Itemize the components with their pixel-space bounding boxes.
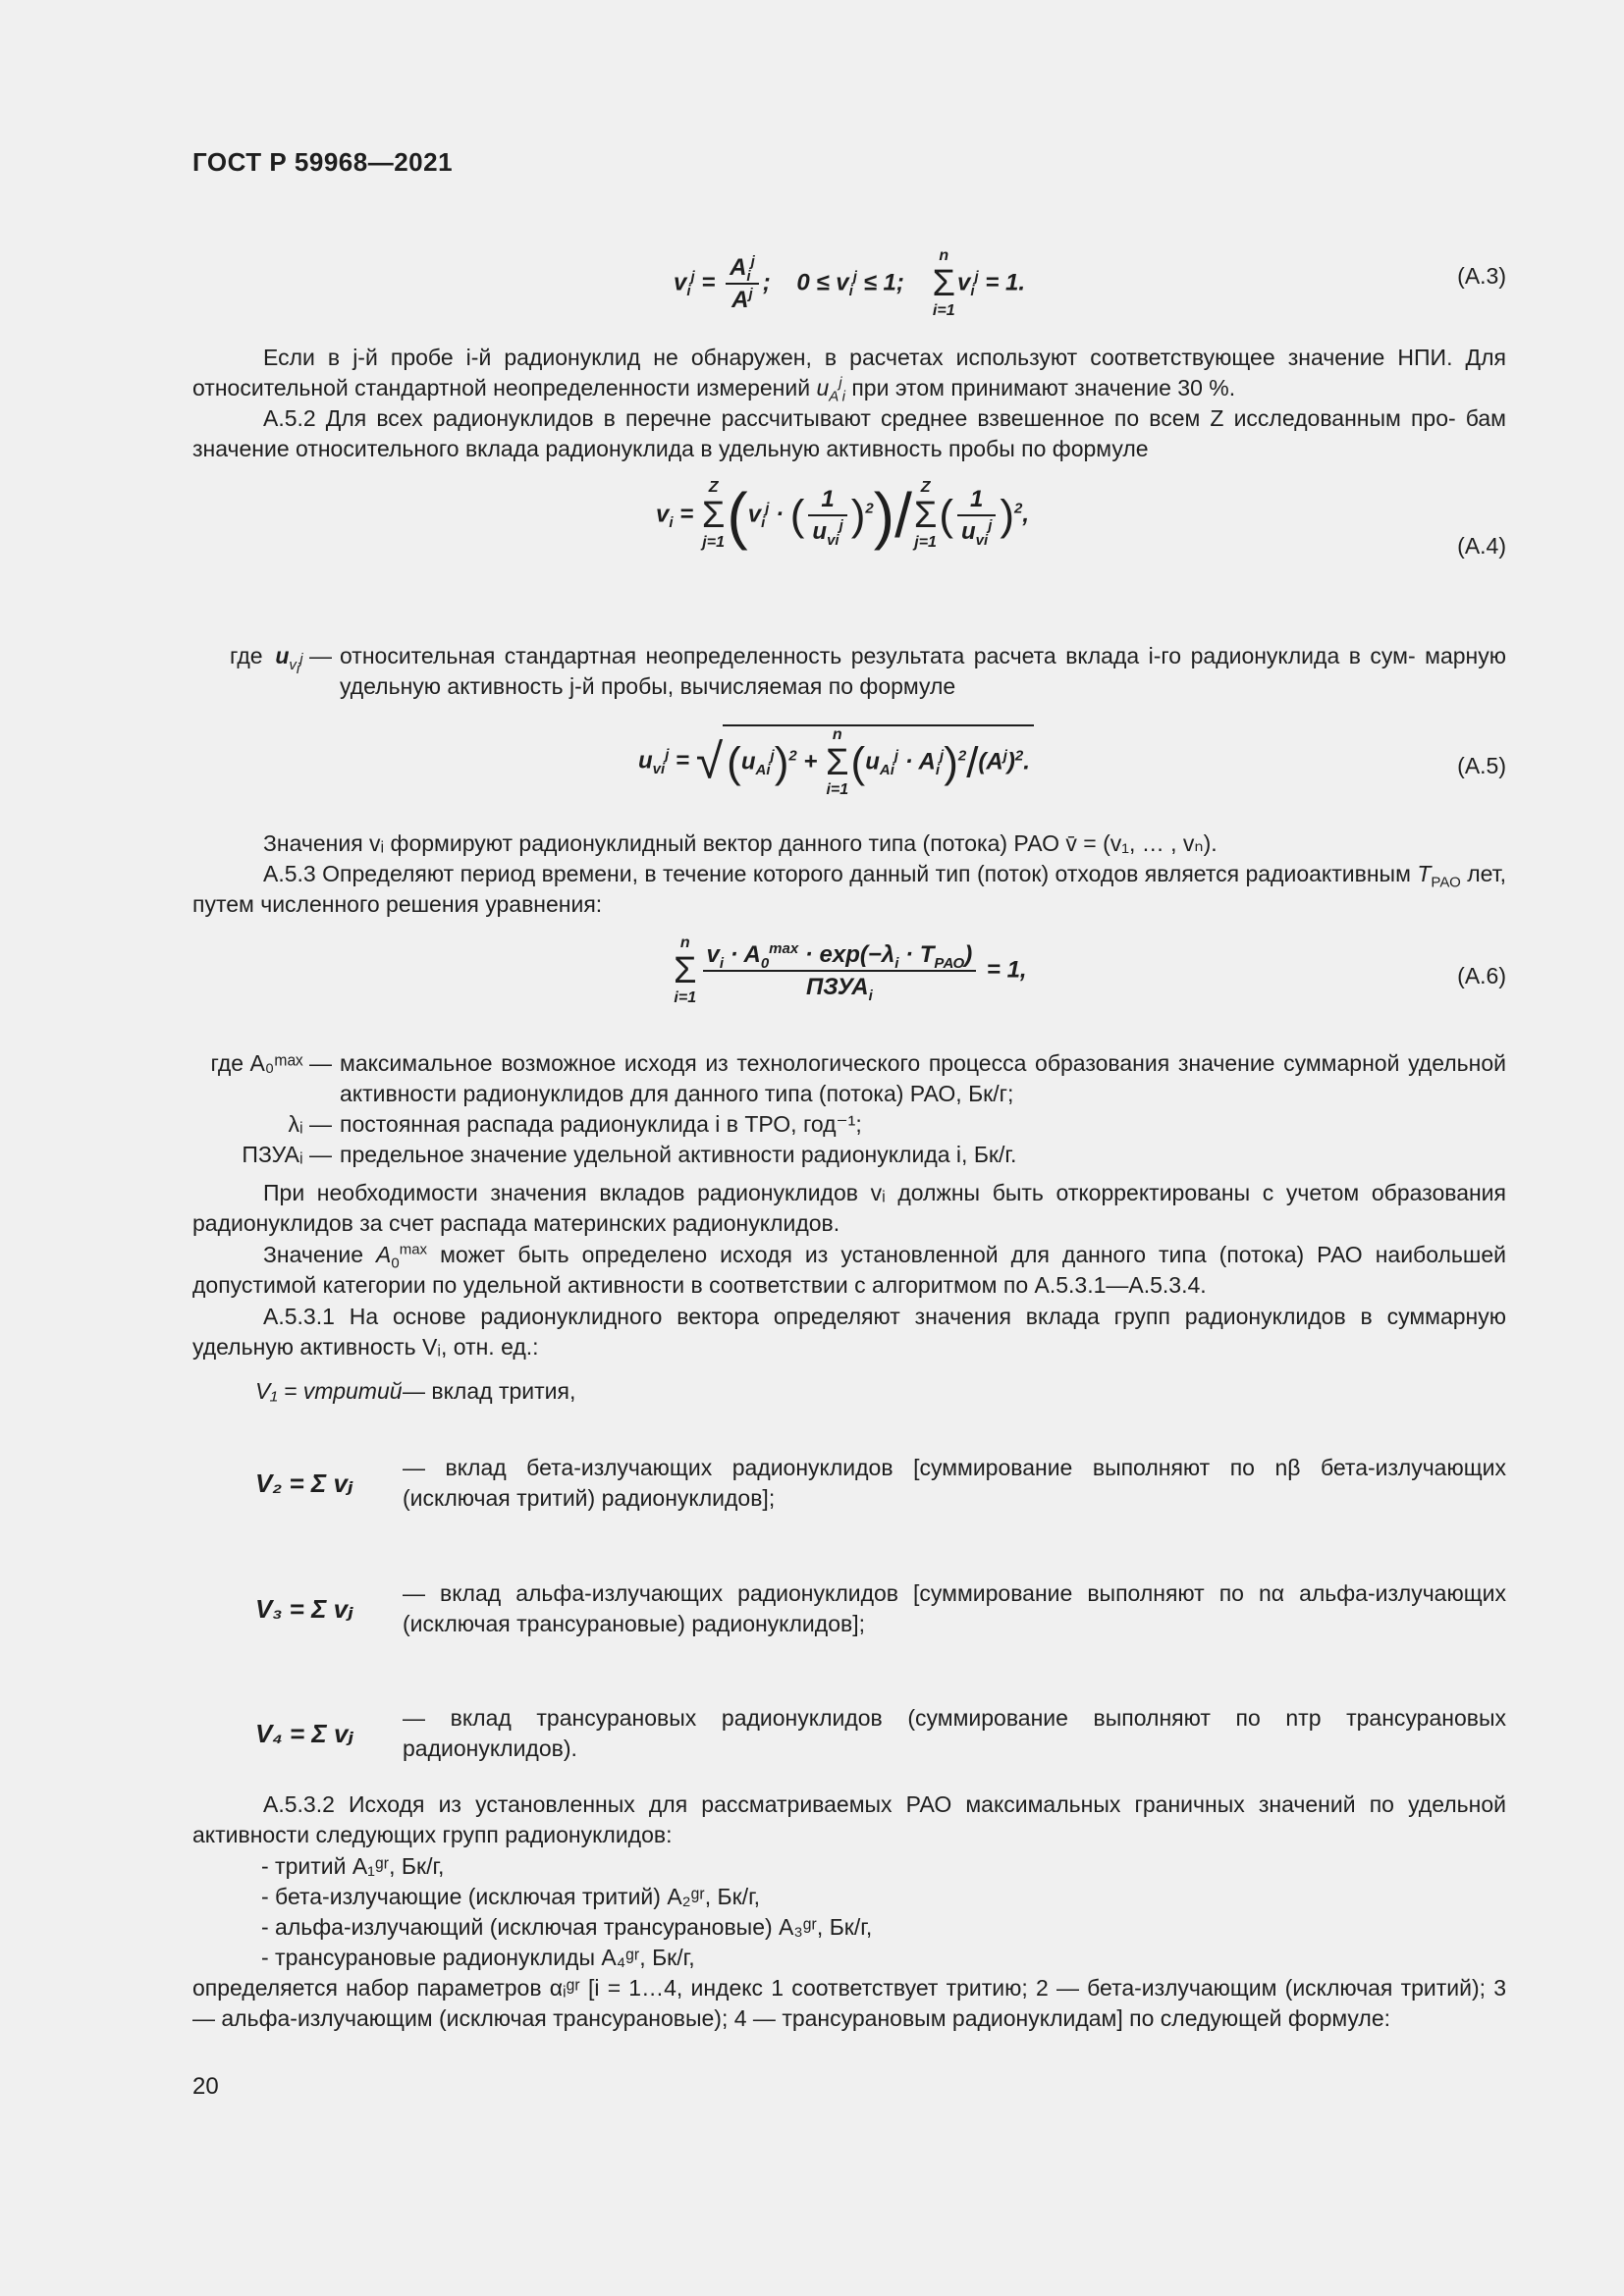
paragraph-a531: А.5.3.1 На основе радионуклидного вектора определяют значения вклада групп радионуклидов в суммарную удельную активность Vᵢ, отн. ед.:	[192, 1304, 1506, 1360]
paragraph-a53-line1: А.5.3 Определяют период времени, в течение которого данный тип (поток) отходов является радиоактивным	[263, 861, 1411, 886]
paragraph-a52	[192, 403, 1506, 464]
paragraph-correction: При необходимости значения вкладов радионуклидов vᵢ должны быть откорректированы с учетом образования радионуклидов за счет распада материнских радионуклидов.	[192, 1180, 1506, 1236]
radionuclide-group-list	[261, 1851, 1506, 1973]
paragraph-a0max: Значение $A_0^{max}$ может быть определено исходя из установленной для данного типа (потока) РАО наибольшей допустимой категории по удельной активности в соответствии с алгоритмом по А.5.3.1—А.5.3.4.	[192, 1241, 1507, 1298]
paragraph-a53: А.5.3 Определяют период времени, в течение которого данный тип (поток) отходов является радиоактивным $T_{РАО}$ лет, путем численного решения уравнения:	[192, 861, 1507, 917]
formula-a3: $v_i^j$ = $\frac{A_i^j}{A^j}$ ; $0 \le v_i^j \le 1$; n Σ i=1 $v_i^j = 1$.	[674, 247, 1026, 319]
v-group-text: — вклад альфа-излучающих радионуклидов [суммирование выполняют по nα альфа-излучающих (исключая трансурановые) радионуклидов];	[403, 1580, 1506, 1636]
v-group-text: — вклад бета-излучающих радионуклидов [суммирование выполняют по nβ бета-излучающих (исключая тритий) радионуклидов];	[403, 1455, 1506, 1511]
paragraph-a0max-line2: допустимой категории по удельной активности в соответствии с алгоритмом по А.5.3.1—А.5.3.4.	[192, 1272, 1207, 1298]
paragraph-vector: Значения vᵢ формируют радионуклидный вектор данного типа (потока) РАО v̄ = (v₁, … , vₙ).	[263, 830, 1218, 856]
paragraph-npi-line1: Если в j-й пробе i-й радионуклид не обнаружен, в расчетах используют соответствующее значение НПИ. Для	[263, 345, 1506, 370]
paragraph-a52-line2: бам значение относительного вклада радионуклида в удельную активность пробы по формуле	[192, 405, 1506, 461]
definitions-list	[192, 1048, 1506, 1170]
definition-u	[192, 641, 1506, 702]
word-value: Значение	[263, 1242, 363, 1267]
definition-text: постоянная распада радионуклида i в ТРО, год⁻¹;	[340, 1111, 862, 1137]
definition-text: максимальное возможное исходя из технологического процесса образования значение суммарной удельной активности радионуклидов для данного типа (потока) РАО, Бк/г;	[340, 1050, 1506, 1106]
v-group-2	[255, 1453, 1506, 1514]
definition-term: где A₀ᵐᵃˣ —	[210, 1050, 332, 1076]
list-item: - бета-излучающие (исключая тритий) A₂ᵍʳ, Бк/г,	[261, 1884, 761, 1909]
definition-lambda	[192, 1109, 1506, 1140]
paragraph-a532: А.5.3.2 Исходя из установленных для рассматриваемых РАО максимальных граничных значений по удельной активности следующих групп радионуклидов:	[192, 1791, 1506, 1847]
formula-number-a6: (А.6)	[1457, 963, 1506, 988]
definition-a0max	[192, 1048, 1506, 1109]
definition-term: ПЗУАᵢ —	[242, 1142, 332, 1167]
formula-a5: $u_{vi}^j = √(u_{Ai}^j)^2$ + n Σ i=1 $(u_{Ai}^j \cdot A_i^j)^2/(A^j)^2$.	[638, 724, 1034, 799]
v-group-text: — вклад трансурановых радионуклидов (суммирование выполняют по nтр трансурановых радионуклидов).	[403, 1705, 1506, 1761]
v-group-text: — вклад трития,	[403, 1378, 576, 1404]
v-group-formula: V₂ = Σ vⱼ	[255, 1468, 353, 1498]
paragraph-a52-line1: А.5.2 Для всех радионуклидов в перечне рассчитывают среднее взвешенное по всем Z исследованным про-	[263, 405, 1456, 431]
standard-header: ГОСТ Р 59968—2021	[192, 147, 454, 177]
v-group-formula: V₄ = Σ vⱼ	[255, 1718, 354, 1748]
symbol-a0max: A	[376, 1242, 392, 1267]
list-item: - трансурановые радионуклиды A₄ᵍʳ, Бк/г,	[261, 1945, 695, 1970]
definition-u-term: где $u_{v_i^j}$ —	[230, 643, 332, 677]
v-group-formula: V₃ = Σ vⱼ	[255, 1593, 353, 1624]
formula-a4: $v_i$ = Z Σ j=1 ($v_i^j$ · ( $\frac{1}{u_{vi}^j}$ )$^2$)/ Z Σ j=1 ( $\frac{1}{u_{vi}^j}$ )$^2$,	[656, 479, 1030, 551]
symbol-trao: T	[1417, 861, 1432, 886]
definition-text: предельное значение удельной активности радионуклида i, Бк/г.	[340, 1142, 1017, 1167]
list-item: - альфа-излучающий (исключая трансурановые) A₃ᵍʳ, Бк/г,	[261, 1914, 873, 1940]
formula-number-a5: (А.5)	[1457, 753, 1506, 778]
v-group-1	[255, 1376, 1506, 1407]
v-group-formula: V₁ = vтритий	[255, 1378, 403, 1404]
definition-term: λᵢ —	[288, 1111, 332, 1137]
definition-pzua	[192, 1140, 1506, 1170]
definition-u-body: относительная стандартная неопределенность результата расчета вклада i-го радионуклида в сум- марную удельную активность j-й пробы, вычисляемая по формуле	[340, 643, 1507, 699]
paragraph-a0max-line1: может быть определено исходя из установленной для данного типа (потока) РАО наибольшей	[440, 1242, 1507, 1267]
formula-a6: n Σ i=1 $\frac{v_i \cdot A_0^{max} \cdot \exp(-\lambda_i \cdot T_{РАО})}{ПЗУА_i}$ = 1,	[674, 934, 1027, 1006]
page-number: 20	[192, 2073, 219, 2100]
formula-number-a3: (А.3)	[1457, 263, 1506, 289]
symbol-uAij: $u_A^j_i$	[816, 374, 845, 405]
paragraph-final: определяется набор параметров αᵢᵍʳ [i = 1…4, индекс 1 соответствует тритию; 2 — бета-излучающим (исключая тритий); 3 — альфа-излучающим (исключая трансурановые); 4 — трансурановым радионуклидам] по следующей формуле:	[192, 1975, 1506, 2031]
paragraph-npi	[192, 343, 1506, 403]
paragraph-npi-line3: при этом принимают значение 30 %.	[851, 375, 1236, 400]
list-item: - тритий A₁ᵍʳ, Бк/г,	[261, 1853, 445, 1879]
v-group-4	[255, 1703, 1506, 1764]
v-group-3	[255, 1578, 1506, 1639]
formula-number-a4: (А.4)	[1457, 533, 1506, 559]
paragraph-npi-line2: относительной стандартной неопределенности измерений	[192, 375, 811, 400]
paragraph-a53-line2: лет, путем численного решения уравнения:	[192, 861, 1507, 917]
